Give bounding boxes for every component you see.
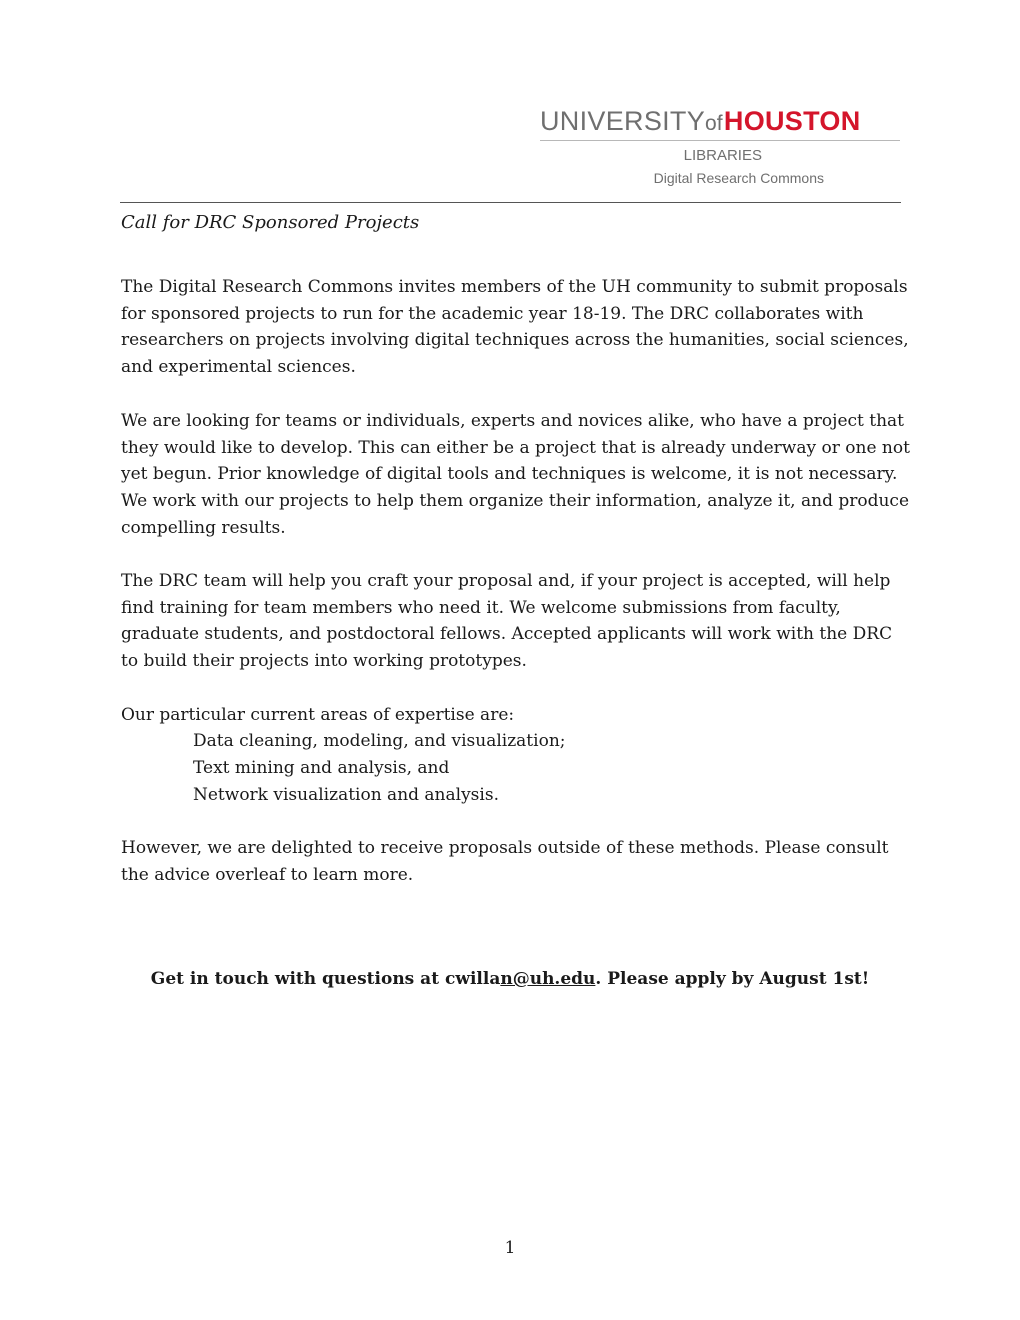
logo-divider <box>540 140 900 141</box>
contact-prefix: Get in touch with questions at <box>150 969 445 989</box>
contact-line <box>0 969 1020 989</box>
logo-university-text: UNIVERSITY <box>540 106 706 136</box>
expertise-intro: Our particular current areas of expertise are: <box>121 705 515 725</box>
email-underlined-part: n@uh.edu <box>500 969 596 989</box>
header-divider <box>120 202 901 203</box>
closing-paragraph: However, we are delighted to receive proposals outside of these methods. Please consult the advice overleaf to learn more. <box>121 838 889 885</box>
page-number: 1 <box>504 1238 516 1258</box>
logo-houston-text: HOUSTON <box>723 106 861 136</box>
document-title: Call for DRC Sponsored Projects <box>121 212 420 233</box>
logo-libraries-text: LIBRARIES <box>683 147 762 164</box>
expertise-item: Text mining and analysis, and <box>193 758 450 778</box>
contact-suffix: . Please apply by August 1st! <box>595 969 870 989</box>
looking-for-paragraph: We are looking for teams or individuals, experts and novices alike, who have a project that they would like to develop. This can either be a project that is already underway or one not yet begun. Prior knowledge of digital tools and techniques is welcome, it is not necessary. We work with our projects to help them organize their information, analyze it, and produce compelling results. <box>121 411 910 538</box>
expertise-item: Network visualization and analysis. <box>193 785 499 805</box>
intro-paragraph: The Digital Research Commons invites members of the UH community to submit proposals for sponsored projects to run for the academic year 18-19. The DRC collaborates with researchers on projects involving digital techniques across the humanities, social sciences, and experimental sciences. <box>121 277 909 378</box>
expertise-item: Data cleaning, modeling, and visualization; <box>193 731 566 751</box>
logo-of-text: of <box>705 112 723 135</box>
email-plain-part: cwilla <box>444 969 501 989</box>
logo-unit-text: Digital Research Commons <box>653 170 824 186</box>
university-of-houston-libraries-logo <box>540 104 900 186</box>
logo-wordmark <box>540 104 900 138</box>
email-link[interactable] <box>445 969 595 989</box>
support-paragraph: The DRC team will help you craft your proposal and, if your project is accepted, will help find training for team members who need it. We welcome submissions from faculty, graduate students, and postdoctoral fellows. Accepted applicants will work with the DRC to build their projects into working prototypes. <box>121 571 893 672</box>
